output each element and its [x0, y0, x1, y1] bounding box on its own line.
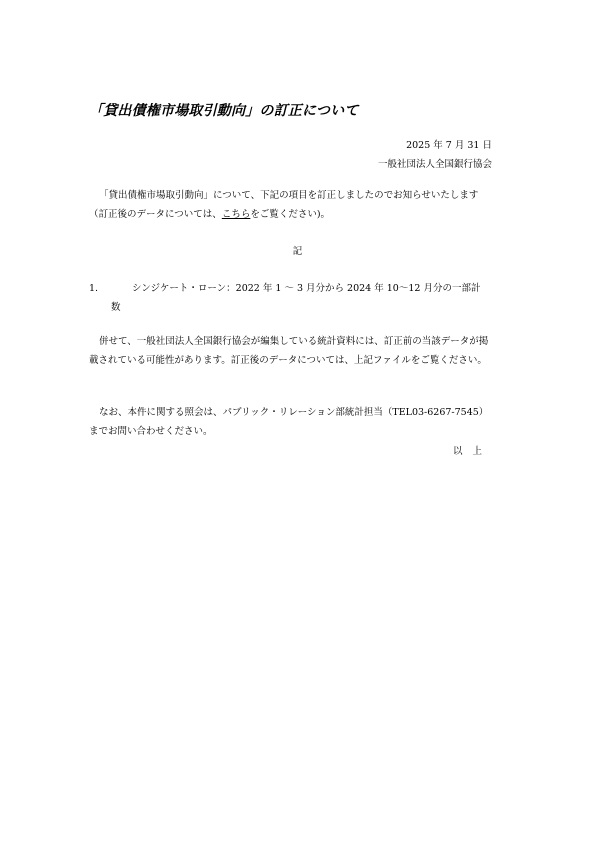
item-text: シンジケート・ローン：2022 年 1 ～ 3 月分から 2024 年 10～12 月分の一部計 — [132, 283, 481, 294]
issuer-organization: 一般社団法人全国銀行協会 — [377, 159, 492, 170]
item-number: 1. — [89, 283, 99, 294]
closing-mark: 以上 — [452, 446, 492, 457]
notice-paragraph: 併せて、一般社団法人全国銀行協会が編集している統計資料には、訂正前の当該データが掲載されている可能性があります。訂正後のデータについては、上記ファイルをご覧ください。 — [89, 336, 489, 366]
correction-item — [89, 280, 494, 317]
page-title: 「貸出債権市場取引動向」の訂正について — [89, 103, 359, 119]
item-text-continuation: 数 — [111, 301, 121, 313]
issue-date: 2025 年 7 月 31 日 — [406, 140, 492, 151]
intro-text-after-link: をご覧ください)。 — [250, 208, 331, 220]
contact-paragraph: なお、本件に関する照会は、パブリック・リレーション部統計担当（TEL03-6267-7545）までお問い合わせください。 — [89, 407, 489, 437]
corrected-data-link[interactable]: こちら — [221, 208, 251, 220]
intro-text-before-link: 「貸出債権市場取引動向」について、下記の項目を訂正しましたのでお知らせいたします（訂正後のデータについては、 — [89, 190, 479, 220]
ki-heading: 記 — [292, 246, 303, 257]
intro-paragraph — [89, 187, 494, 224]
